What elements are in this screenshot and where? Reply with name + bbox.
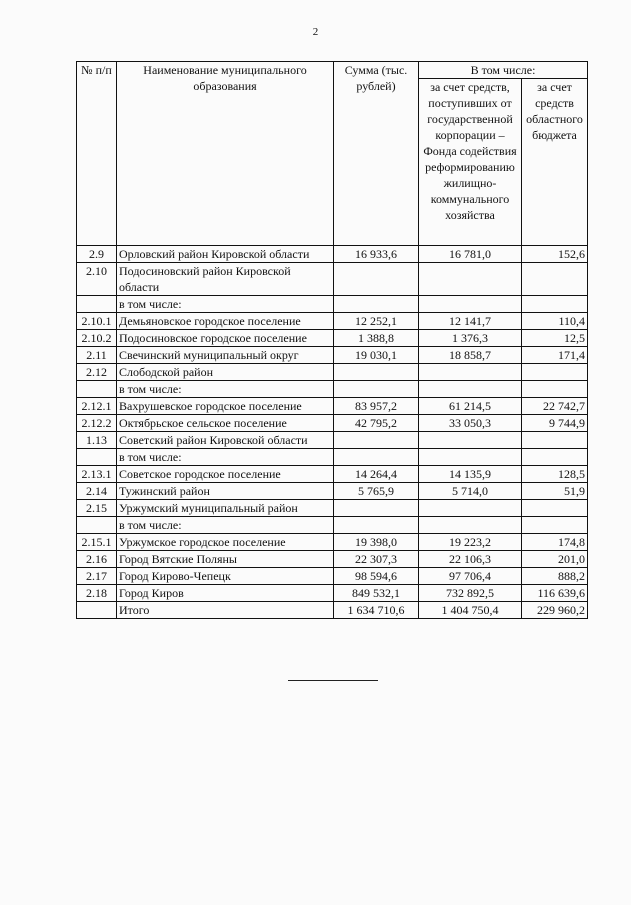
signature-line <box>288 680 378 681</box>
row-name: в том числе: <box>117 517 334 534</box>
row-sum: 1 634 710,6 <box>334 602 419 619</box>
page-number: 2 <box>312 26 319 38</box>
row-sum <box>334 432 419 449</box>
row-name: в том числе: <box>117 296 334 313</box>
row-fund <box>419 381 522 398</box>
row-regional: 110,4 <box>522 313 588 330</box>
row-fund: 1 376,3 <box>419 330 522 347</box>
row-number: 2.12.2 <box>77 415 117 432</box>
header-sum: Сумма (тыс. рублей) <box>334 62 419 246</box>
row-sum: 5 765,9 <box>334 483 419 500</box>
table-row <box>77 551 588 568</box>
row-name: Город Кирово-Чепецк <box>117 568 334 585</box>
row-sum: 98 594,6 <box>334 568 419 585</box>
row-number <box>77 381 117 398</box>
table-row <box>77 415 588 432</box>
row-sum <box>334 364 419 381</box>
table-row <box>77 517 588 534</box>
row-regional <box>522 381 588 398</box>
table-row <box>77 263 588 296</box>
row-number: 1.13 <box>77 432 117 449</box>
row-fund: 1 404 750,4 <box>419 602 522 619</box>
row-sum: 19 030,1 <box>334 347 419 364</box>
row-number: 2.11 <box>77 347 117 364</box>
table-row <box>77 313 588 330</box>
row-number: 2.15.1 <box>77 534 117 551</box>
row-regional <box>522 449 588 466</box>
table-row <box>77 364 588 381</box>
row-number: 2.18 <box>77 585 117 602</box>
table-row <box>77 432 588 449</box>
row-name: Город Киров <box>117 585 334 602</box>
table-row <box>77 466 588 483</box>
row-name: Город Вятские Поляны <box>117 551 334 568</box>
table-row <box>77 381 588 398</box>
row-sum <box>334 263 419 296</box>
row-name: Подосиновский район Кировской области <box>117 263 334 296</box>
row-fund <box>419 432 522 449</box>
row-number <box>77 517 117 534</box>
table-row <box>77 330 588 347</box>
row-regional: 174,8 <box>522 534 588 551</box>
row-fund <box>419 517 522 534</box>
table-row <box>77 296 588 313</box>
row-regional <box>522 517 588 534</box>
row-fund: 19 223,2 <box>419 534 522 551</box>
row-name: Слободской район <box>117 364 334 381</box>
row-regional: 9 744,9 <box>522 415 588 432</box>
row-sum: 19 398,0 <box>334 534 419 551</box>
row-fund: 33 050,3 <box>419 415 522 432</box>
row-sum: 1 388,8 <box>334 330 419 347</box>
row-number: 2.10.1 <box>77 313 117 330</box>
row-sum: 849 532,1 <box>334 585 419 602</box>
row-sum <box>334 381 419 398</box>
row-fund <box>419 449 522 466</box>
row-regional: 152,6 <box>522 246 588 263</box>
header-name: Наименование муниципального образования <box>117 62 334 246</box>
row-number <box>77 296 117 313</box>
row-name: Орловский район Кировской области <box>117 246 334 263</box>
row-sum <box>334 296 419 313</box>
header-num: № п/п <box>77 62 117 246</box>
row-fund <box>419 500 522 517</box>
table-row <box>77 568 588 585</box>
row-sum <box>334 517 419 534</box>
row-fund <box>419 364 522 381</box>
row-name: Тужинский район <box>117 483 334 500</box>
row-sum: 14 264,4 <box>334 466 419 483</box>
row-number: 2.10 <box>77 263 117 296</box>
row-fund: 18 858,7 <box>419 347 522 364</box>
row-fund <box>419 296 522 313</box>
row-name: Свечинский муниципальный округ <box>117 347 334 364</box>
row-name: Уржумский муниципальный район <box>117 500 334 517</box>
row-name: Демьяновское городское поселение <box>117 313 334 330</box>
row-regional: 116 639,6 <box>522 585 588 602</box>
row-fund: 97 706,4 <box>419 568 522 585</box>
row-regional <box>522 263 588 296</box>
row-sum <box>334 500 419 517</box>
row-name: в том числе: <box>117 449 334 466</box>
row-fund: 12 141,7 <box>419 313 522 330</box>
row-regional: 888,2 <box>522 568 588 585</box>
row-regional: 229 960,2 <box>522 602 588 619</box>
table-body <box>77 246 588 619</box>
row-regional: 171,4 <box>522 347 588 364</box>
table-row <box>77 449 588 466</box>
row-fund: 732 892,5 <box>419 585 522 602</box>
row-number <box>77 602 117 619</box>
header-including: В том числе: <box>419 62 588 79</box>
row-name: Итого <box>117 602 334 619</box>
row-regional: 51,9 <box>522 483 588 500</box>
table-row <box>77 500 588 517</box>
row-regional <box>522 432 588 449</box>
row-name: Советский район Кировской области <box>117 432 334 449</box>
row-number: 2.17 <box>77 568 117 585</box>
header-regional: за счет средств областного бюджета <box>522 79 588 246</box>
row-number: 2.12 <box>77 364 117 381</box>
row-name: Октябрьское сельское поселение <box>117 415 334 432</box>
table-row <box>77 602 588 619</box>
row-regional <box>522 364 588 381</box>
row-sum: 16 933,6 <box>334 246 419 263</box>
row-fund: 16 781,0 <box>419 246 522 263</box>
row-number: 2.14 <box>77 483 117 500</box>
row-sum: 12 252,1 <box>334 313 419 330</box>
row-number: 2.9 <box>77 246 117 263</box>
table-row <box>77 347 588 364</box>
header-fund: за счет средств, поступивших от государственной корпорации – Фонда содействия реформированию жилищно-коммунального хозяйства <box>419 79 522 246</box>
row-sum: 83 957,2 <box>334 398 419 415</box>
row-name: в том числе: <box>117 381 334 398</box>
row-fund: 14 135,9 <box>419 466 522 483</box>
row-number: 2.12.1 <box>77 398 117 415</box>
row-number: 2.16 <box>77 551 117 568</box>
row-regional: 128,5 <box>522 466 588 483</box>
row-fund: 61 214,5 <box>419 398 522 415</box>
row-number: 2.10.2 <box>77 330 117 347</box>
table-row <box>77 534 588 551</box>
row-name: Подосиновское городское поселение <box>117 330 334 347</box>
allocation-table <box>76 61 588 619</box>
row-regional <box>522 500 588 517</box>
table-row <box>77 483 588 500</box>
row-sum: 42 795,2 <box>334 415 419 432</box>
row-fund: 5 714,0 <box>419 483 522 500</box>
row-regional: 22 742,7 <box>522 398 588 415</box>
table-row <box>77 398 588 415</box>
row-name: Вахрушевское городское поселение <box>117 398 334 415</box>
row-sum <box>334 449 419 466</box>
row-name: Советское городское поселение <box>117 466 334 483</box>
row-number: 2.15 <box>77 500 117 517</box>
row-fund: 22 106,3 <box>419 551 522 568</box>
row-name: Уржумское городское поселение <box>117 534 334 551</box>
row-regional: 12,5 <box>522 330 588 347</box>
row-fund <box>419 263 522 296</box>
row-regional <box>522 296 588 313</box>
row-number <box>77 449 117 466</box>
table-row <box>77 585 588 602</box>
table-row <box>77 246 588 263</box>
row-number: 2.13.1 <box>77 466 117 483</box>
row-sum: 22 307,3 <box>334 551 419 568</box>
row-regional: 201,0 <box>522 551 588 568</box>
